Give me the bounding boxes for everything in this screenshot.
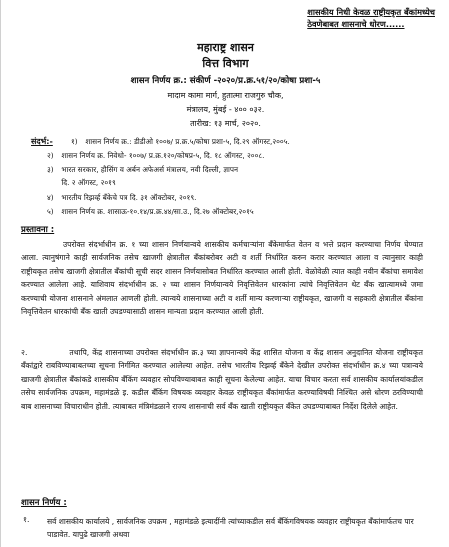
preamble-paragraph-1: उपरोक्त संदर्भाधीन क्र. १ च्या शासन निर्णयान्वये शासकीय कर्मचाऱ्यांना बँकेमार्फत वेतन व भत्ते प्रदान करण्याचा निर्णय घेण्यात आला. त्यानुषंगाने काही सार्वजनिक तसेच खाजगी क्षेत्रातील बँकांबरोबर अटी व शर्ती निर्धारित करुन करार करण्यात आला व त्यानुसार काही राष्ट्रीयकृत तसेच खाजगी क्षेत्रातील बँकांची सूची सदर शासन निर्णयासोबत निर्धारित करण्यात आली होती. वेळोवेळी त्यात काही नवीन बँकांचा समावेश करण्यात आलेला आहे. याशिवाय संदर्भाधीन क्र. २ च्या शासन निर्णयान्वये निवृत्तिवेतन धारकांना त्यांचे निवृत्तिवेतन थेट बँक खात्यामध्ये जमा करण्याची योजना शासनाने अंमलात आणली होती. त्यान्वये शासनाच्या अटी व शर्ती मान्य करणाऱ्या राष्ट्रीयकृत, खाजगी व सहकारी क्षेत्रातील बँकांना निवृत्तिवेतन धारकांची बँक खाती उघडण्यासाठी शासन मान्यता प्रदान करण्यात आली होती. [21,240,423,317]
references-label: संदर्भ:- [31,137,53,146]
decision-item-1: सर्व शासकीय कार्यालये , सार्वजनिक उपक्रम , महामंडळे इत्यादींनी त्यांच्याकडील सर्व बँकिंगविषयक व्यवहार राष्ट्रीयकृत बँकांमार्फतच पार पाडावेत. यापुढे खाजगी अथवा [47,517,414,540]
subject-tag-line1: शासकीय निधी केवळ राष्ट्रीयकृत बँकांमध्येच [307,7,435,17]
preamble-paragraph-2: २. तथापि, केंद्र शासनाच्या उपरोक्त संदर्भाधीन क्र.३ च्या ज्ञापनान्वये केंद्र शासित योजना व केंद्र शासन अनुदानित योजना राष्ट्रीयकृत बँकांद्वारे राबविण्याबाबतच्या सूचना निर्गमित करण्यात आलेल्या आहेत. तसेच भारतीय रिझर्व्ह बँकेने देखील उपरोक्त संदर्भाधीन क्र.४ च्या पत्रान्वये खाजगी क्षेत्रातील बँकांकडे शासकीय बँकिंग व्यवहार सोपविण्याबाबत काही सूचना केलेल्या आहेत. याचा विचार करता सर्व शासकीय कार्यालयांकडील तसेच सार्वजनिक उपक्रम, महामंडळे इ. कडील बँकिंग विषयक व्यवहार केवळ राष्ट्रीयकृत बँकांमार्फत करण्याविषयी निश्चित असे धोरण ठरविण्याची बाब शासनाच्या विचाराधीन होती. त्याबाबत मंत्रिमंडळाने राज्य शासनाची सर्व बँक खाती राष्ट्रीयकृत बँकेत उघडण्याबाबत निर्देश दिलेले आहेत. [21,348,423,411]
preamble-heading: प्रस्तावना : [21,225,55,235]
address-line1: मादाम कामा मार्ग, हुतात्मा राजगुरु चौक, [167,91,284,100]
government-name: महाराष्ट्र शासन [197,41,254,54]
department-name: वित्त विभाग [202,57,249,70]
subject-tag [307,6,435,30]
reference-item: ३) भारत सरकार, हौसिंग व अर्बन अफेअर्स मंत्रालय, नवी दिल्ली, ज्ञापन [47,165,239,174]
reference-item: २) शासन निर्णय क्र. निवेधो- १००७/ प्र.क्र.१२०/कोषप्र-५, दि. १८ ऑगस्ट, २००८. [47,151,265,160]
decision-heading: शासन निर्णय : [21,498,67,508]
subject-tag-line2: ठेवणेबाबत शासनाचे धोरण...... [307,19,405,29]
decision-item-number: १. [23,515,30,524]
reference-item: दि. २ ऑगस्ट, २०१९ [61,178,116,187]
gr-number: शासन निर्णय क्र.: संकीर्ण -२०२०/प्र.क्र.५१/२०/कोषा प्रशा-५ [130,76,321,86]
reference-item: ४) भारतीय रिझर्व्ह बँकेचे पत्र दि. ३१ ऑक्टोबर, २०१९. [47,193,197,202]
reference-item: ५) शासन निर्णय क्र. शासाऊ-१०.१४/प्र.क्र.४४/सा.उ., दि.२७ ऑक्टोबर,२०१५ [47,207,254,216]
issue-date: तारीख: १३ मार्च, २०२०. [190,119,261,128]
address-line2: मंत्रालय, मुंबई - ४०० ०३२. [186,105,265,114]
reference-item: १) शासन निर्णय क्र.: डीडीओ १००७/ प्र.क्र.५/कोषा प्रशा-५, दि.२९ ऑगस्ट,२००५. [71,137,290,146]
